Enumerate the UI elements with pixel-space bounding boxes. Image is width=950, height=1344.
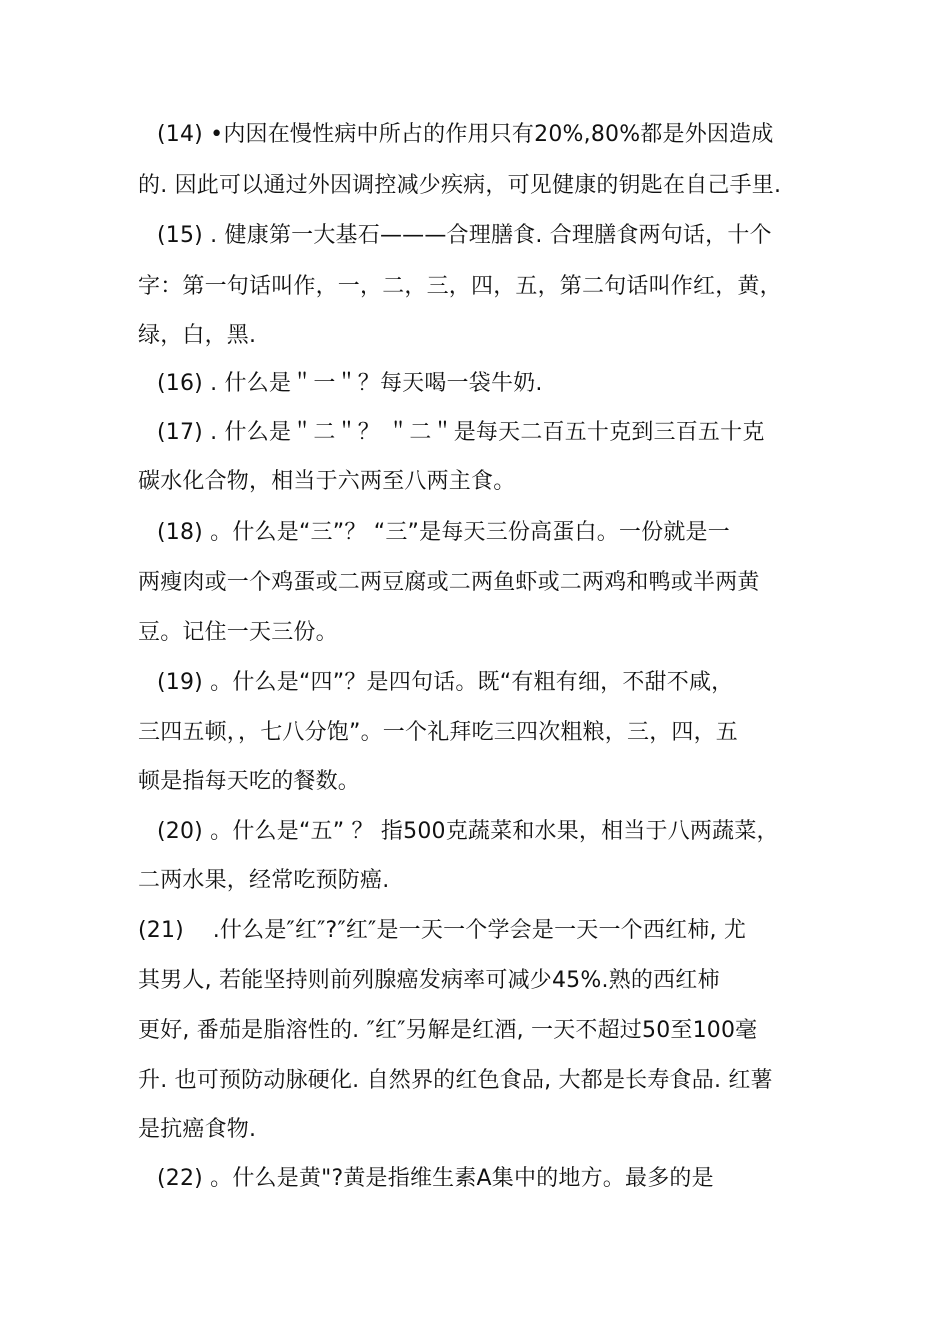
text-line: 升. 也可预防动脉硬化. 自然界的红色食品, 大都是长寿食品. 红薯 — [138, 1068, 773, 1093]
text-line: (15) . 健康第一大基石———合理膳食. 合理膳食两句话，十个 — [157, 223, 772, 248]
text-line: (16) . 什么是＂一＂？每天喝一袋牛奶. — [157, 371, 543, 396]
text-line: 二两水果，经常吃预防癌. — [138, 868, 390, 893]
text-line: (17) . 什么是＂二＂？ ＂二＂是每天二百五十克到三百五十克 — [157, 420, 765, 445]
text-line: 三四五顿，，七八分饱”。一个礼拜吃三四次粗粮，三，四，五 — [138, 720, 738, 745]
text-line: (20) 。什么是“五” ？ 指500克蔬菜和水果，相当于八两蔬菜， — [157, 819, 779, 844]
text-line: (14) •内因在慢性病中所占的作用只有20%,80%都是外因造成 — [157, 122, 774, 147]
text-line: 的. 因此可以通过外因调控减少疾病，可见健康的钥匙在自己手里. — [138, 173, 782, 198]
text-line: (19) 。什么是“四”？是四句话。既“有粗有细，不甜不咸， — [157, 670, 734, 695]
text-line: 豆。记住一天三份。 — [138, 620, 338, 645]
text-line: 绿，白，黑. — [138, 323, 257, 348]
text-line: 两瘦肉或一个鸡蛋或二两豆腐或二两鱼虾或二两鸡和鸭或半两黄 — [138, 570, 760, 595]
text-line: 其男人, 若能坚持则前列腺癌发病率可减少45%.熟的西红柿 — [138, 968, 720, 993]
text-line: 字：第一句话叫作，一，二，三，四，五，第二句话叫作红，黄， — [138, 274, 782, 299]
text-line: 顿是指每天吃的餐数。 — [138, 769, 361, 794]
text-line: (21) .什么是″红″?″红″是一天一个学会是一天一个西红柿, 尤 — [138, 918, 747, 943]
text-line: 是抗癌食物. — [138, 1117, 257, 1142]
text-line: (18) 。什么是“三”？ “三”是每天三份高蛋白。一份就是一 — [157, 520, 730, 545]
text-line: 碳水化合物，相当于六两至八两主食。 — [138, 469, 516, 494]
text-line: 更好, 番茄是脂溶性的. ″红″另解是红酒, 一天不超过50至100毫 — [138, 1018, 758, 1043]
text-line: (22) 。什么是黄"?黄是指维生素A集中的地方。最多的是 — [157, 1166, 714, 1191]
